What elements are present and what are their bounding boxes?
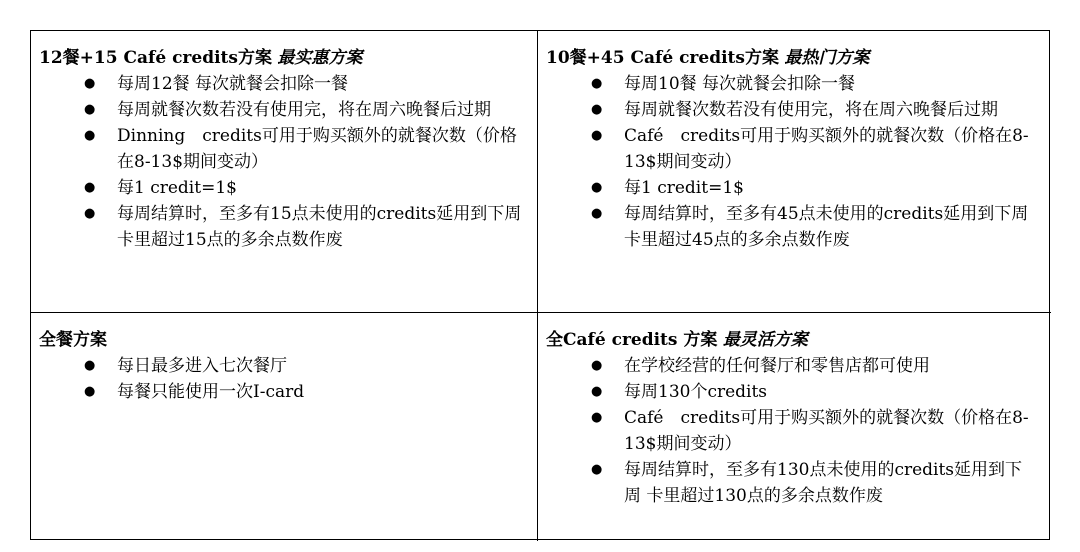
plan-10-meals-cell — [537, 31, 1051, 312]
plan-name: 10餐+45 Café credits方案 — [546, 48, 779, 68]
feature-item: ● Café credits可用于购买额外的就餐次数（价格在8-13$期间变动） — [546, 405, 1043, 457]
plan-tag: 最实惠方案 — [277, 48, 363, 68]
plan-features — [39, 353, 529, 405]
feature-item: ● 每周结算时，至多有15点未使用的credits延用到下周 卡里超过15点的多余点数作废 — [39, 201, 529, 253]
feature-item: ● 在学校经营的任何餐厅和零售店都可使用 — [546, 353, 1043, 379]
plan-features — [546, 353, 1043, 509]
plan-12-meals-cell — [31, 31, 537, 312]
plan-features — [546, 71, 1043, 253]
bullet-icon: ● — [84, 358, 96, 373]
plan-title — [39, 45, 529, 71]
plan-all-meals-cell — [31, 312, 537, 541]
bullet-icon: ● — [591, 76, 603, 91]
plan-features — [39, 71, 529, 253]
feature-item: ● 每周10餐 每次就餐会扣除一餐 — [546, 71, 1043, 97]
plan-title — [546, 45, 1043, 71]
bullet-icon: ● — [591, 206, 603, 221]
bullet-icon: ● — [591, 358, 603, 373]
feature-item: ● 每周就餐次数若没有使用完，将在周六晚餐后过期 — [39, 97, 529, 123]
feature-item: ● 每周130个credits — [546, 379, 1043, 405]
meal-plan-table — [30, 30, 1050, 540]
plan-title — [546, 327, 1043, 353]
feature-item: ● 每1 credit=1$ — [39, 175, 529, 201]
bullet-icon: ● — [591, 102, 603, 117]
plan-tag: 最灵活方案 — [722, 330, 808, 350]
feature-item: ● 每周结算时，至多有45点未使用的credits延用到下周 卡里超过45点的多余点数作废 — [546, 201, 1043, 253]
feature-item: ● Café credits可用于购买额外的就餐次数（价格在8-13$期间变动） — [546, 123, 1043, 175]
plan-name: 全餐方案 — [39, 330, 107, 350]
bullet-icon: ● — [591, 384, 603, 399]
feature-item: ● 每1 credit=1$ — [546, 175, 1043, 201]
feature-item: ● 每周结算时，至多有130点未使用的credits延用到下周 卡里超过130点的多余点数作废 — [546, 457, 1043, 509]
bullet-icon: ● — [84, 102, 96, 117]
bullet-icon: ● — [84, 206, 96, 221]
plan-title — [39, 327, 529, 353]
bullet-icon: ● — [84, 128, 96, 143]
bullet-icon: ● — [591, 180, 603, 195]
bullet-icon: ● — [84, 180, 96, 195]
bullet-icon: ● — [84, 384, 96, 399]
plan-name: 12餐+15 Café credits方案 — [39, 48, 272, 68]
plan-all-credits-cell — [537, 312, 1051, 541]
feature-item: ● Dinning credits可用于购买额外的就餐次数（价格在8-13$期间变动） — [39, 123, 529, 175]
feature-item: ● 每周就餐次数若没有使用完，将在周六晚餐后过期 — [546, 97, 1043, 123]
bullet-icon: ● — [84, 76, 96, 91]
feature-item: ● 每餐只能使用一次I-card — [39, 379, 529, 405]
feature-item: ● 每日最多进入七次餐厅 — [39, 353, 529, 379]
bullet-icon: ● — [591, 410, 603, 425]
plan-name: 全Café credits 方案 — [546, 330, 718, 350]
feature-item: ● 每周12餐 每次就餐会扣除一餐 — [39, 71, 529, 97]
bullet-icon: ● — [591, 128, 603, 143]
bullet-icon: ● — [591, 462, 603, 477]
plan-tag: 最热门方案 — [784, 48, 870, 68]
